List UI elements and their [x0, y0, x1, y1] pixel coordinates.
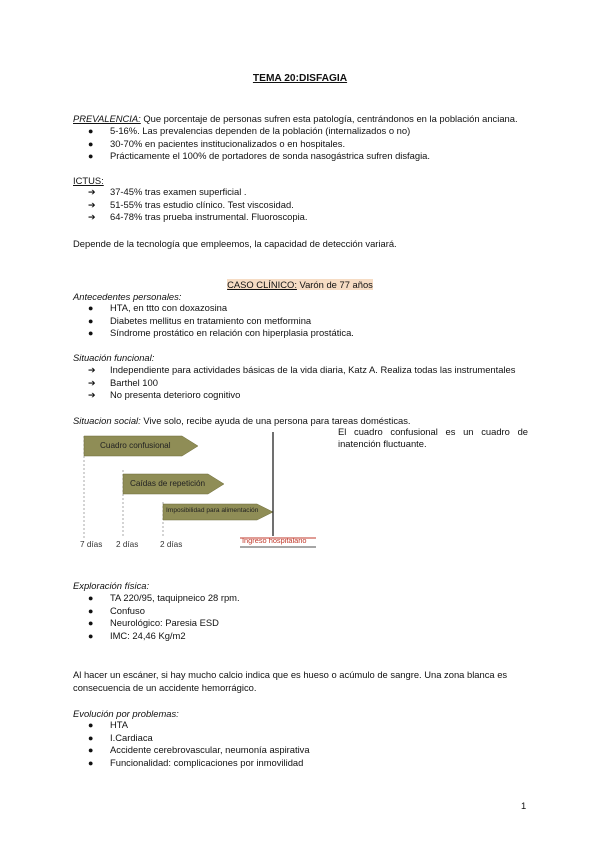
timeline-diagram — [80, 432, 330, 552]
tecnologia-paragraph: Depende de la tecnología que empleemos, la capacidad de detección variará. — [73, 238, 397, 249]
list-item: ● HTA — [88, 719, 129, 730]
list-item: ➔ 51-55% tras estudio clínico. Test viscosidad. — [88, 198, 294, 210]
antecedentes-label: Antecedentes personales: — [73, 291, 182, 302]
exploracion-label: Exploración física: — [73, 580, 150, 591]
list-item: ● Funcionalidad: complicaciones por inmovilidad — [88, 756, 304, 768]
arrow-right-icon: ➔ — [88, 377, 96, 388]
exploracion-list — [0, 592, 240, 642]
list-item: ● TA 220/95, taquipneico 28 rpm. — [88, 592, 240, 603]
ictus-label: ICTUS: — [73, 175, 104, 186]
list-item: ➔ 64-78% tras prueba instrumental. Fluoroscopia. — [88, 211, 308, 223]
time-label: 7 días — [80, 540, 103, 549]
evolucion-label: Evolución por problemas: — [73, 708, 179, 719]
list-item: ● Confuso — [88, 604, 145, 616]
funcional-label: Situación funcional: — [73, 352, 155, 363]
list-item: ● I.Cardiaca — [88, 731, 153, 743]
bullet-icon: ● — [88, 593, 94, 603]
list-item: ● HTA, en ttto con doxazosina — [88, 302, 228, 313]
bullet-icon: ● — [88, 138, 94, 149]
arrow-label: Imposibilidad para alimentación — [166, 507, 259, 514]
arrow-right-icon: ➔ — [88, 187, 96, 197]
list-item: ➔ Barthel 100 — [88, 376, 158, 388]
arrow-label: Cuadro confusional — [100, 441, 171, 450]
prevalencia-label: PREVALENCIA: — [73, 113, 141, 124]
bullet-icon: ● — [88, 720, 94, 730]
arrow-right-icon: ➔ — [88, 199, 96, 210]
social-label: Situacion social: — [73, 415, 141, 426]
antecedentes-list — [0, 302, 354, 340]
prevalencia-paragraph — [73, 113, 518, 124]
time-label: 2 días — [160, 540, 183, 549]
arrow-right-icon: ➔ — [88, 212, 96, 223]
bullet-icon: ● — [88, 732, 94, 743]
ictus-list — [0, 186, 308, 224]
time-label: 2 días — [116, 540, 139, 549]
timeline-note: El cuadro confusional es un cuadro de inatención fluctuante. — [338, 426, 528, 449]
arrow-right-icon: ➔ — [88, 390, 96, 401]
prevalencia-text: Que porcentaje de personas sufren esta patología, centrándonos en la población anciana. — [140, 113, 518, 124]
list-item: ● IMC: 24,46 Kg/m2 — [88, 629, 186, 641]
social-paragraph — [73, 415, 411, 426]
bullet-icon: ● — [88, 126, 94, 136]
social-text: Vive solo, recibe ayuda de una persona para tareas domésticas. — [140, 415, 411, 426]
escaner-line-2: consecuencia de un accidente hemorrágico. — [73, 682, 257, 693]
bullet-icon: ● — [88, 303, 94, 313]
ingreso-label: Ingreso hospitalario — [242, 536, 307, 545]
funcional-list — [0, 364, 515, 402]
escaner-line-1: Al hacer un escáner, si hay mucho calcio indica que es hueso o acúmulo de sangre. Una zona blanca es — [73, 669, 508, 680]
bullet-icon: ● — [88, 757, 94, 768]
evolucion-list — [0, 719, 310, 769]
arrow-right-icon: ➔ — [88, 365, 96, 375]
list-item: ● Accidente cerebrovascular, neumonía aspirativa — [88, 744, 310, 756]
arrow-label: Caídas de repetición — [130, 479, 206, 488]
list-item: ➔ Independiente para actividades básicas de la vida diaria, Katz A. Realiza todas las instrumentales — [88, 364, 516, 375]
timeline-svg — [80, 432, 330, 552]
list-item: ● Diabetes mellitus en tratamiento con metformina — [88, 314, 312, 326]
list-item: ● Síndrome prostático en relación con hiperplasia prostática. — [88, 327, 354, 339]
bullet-icon: ● — [88, 745, 94, 756]
list-item: ● Prácticamente el 100% de portadores de sonda nasogástrica sufren disfagia. — [88, 150, 430, 162]
bullet-icon: ● — [88, 618, 94, 629]
page-number: 1 — [521, 800, 527, 811]
list-item: ➔ No presenta deterioro cognitivo — [88, 389, 241, 401]
case-label: CASO CLÍNICO: — [227, 279, 297, 290]
list-item: ● Neurológico: Paresia ESD — [88, 617, 219, 629]
bullet-icon: ● — [88, 605, 94, 616]
list-item: ➔ 37-45% tras examen superficial . — [88, 186, 247, 197]
bullet-icon: ● — [88, 328, 94, 339]
case-heading — [0, 279, 600, 290]
bullet-icon: ● — [88, 151, 94, 162]
list-item: ● 5-16%. Las prevalencias dependen de la población (internalizados o no) — [88, 125, 411, 136]
bullet-icon: ● — [88, 315, 94, 326]
bullet-icon: ● — [88, 630, 94, 641]
list-item: ● 30-70% en pacientes institucionalizados o en hospitales. — [88, 137, 346, 149]
prevalencia-list — [0, 125, 430, 163]
page-title: TEMA 20:DISFAGIA — [252, 73, 348, 84]
case-text: Varón de 77 años — [296, 279, 373, 290]
